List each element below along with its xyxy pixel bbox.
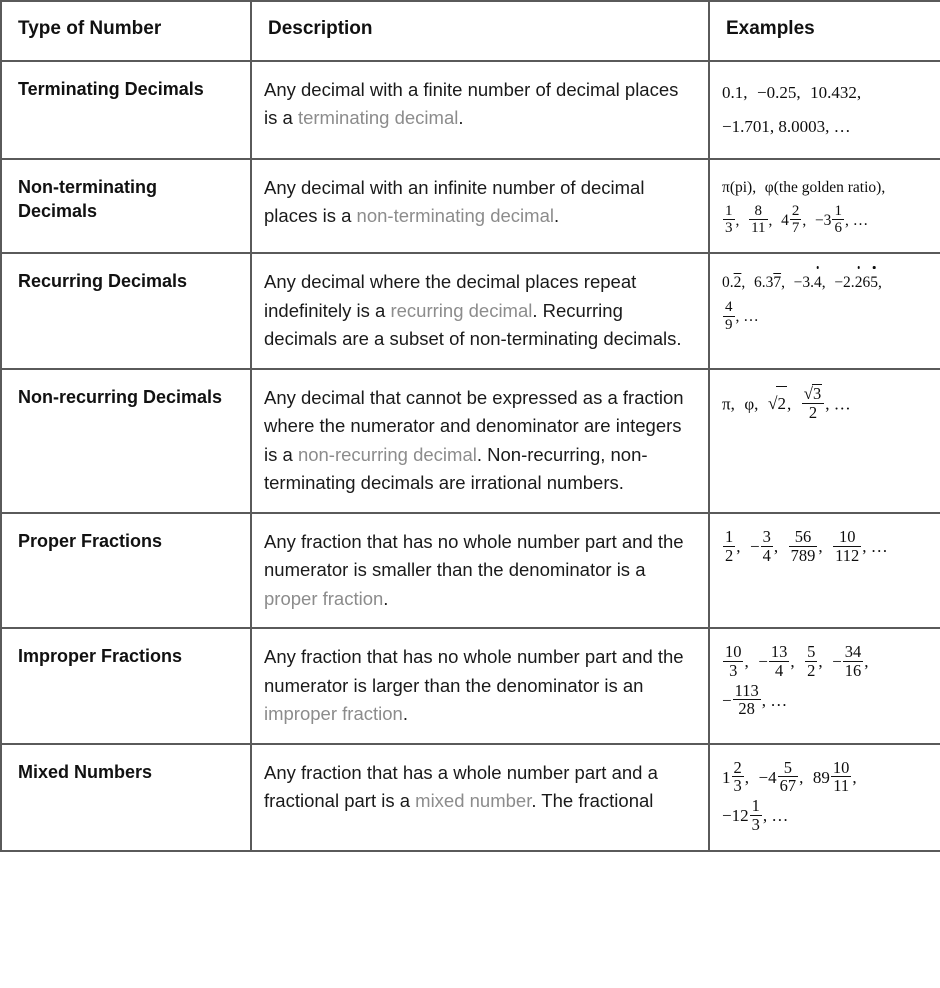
row-type-label: Non-recurring Decimals <box>1 369 251 513</box>
column-header-description: Description <box>251 1 709 61</box>
row-type-label: Mixed Numbers <box>1 744 251 851</box>
row-description <box>251 369 709 513</box>
description-text: Any decimal that cannot be expressed as a fraction where the numerator and denominator are integers is a <box>264 386 684 465</box>
row-examples <box>709 253 940 368</box>
examples-line: − $\frac{113}{28}$ , … <box>722 680 789 719</box>
table-row <box>1 628 940 743</box>
fraction: $\frac{4}{9}$ <box>725 299 733 333</box>
recurring-dot: 5 <box>870 268 878 297</box>
header-row <box>1 1 940 61</box>
description-text: Any decimal with a finite number of decimal places is a <box>264 79 679 129</box>
examples-line: $\frac{1}{2}$ , − $\frac{3}{4}$ , $\frac{56}{789}$ , $\frac{10}{112}$ , … <box>725 526 890 565</box>
table-row <box>1 513 940 628</box>
row-examples <box>709 744 940 851</box>
description-text-tail: . Non-recurring, non-terminating decimals are irrational numbers. <box>264 443 648 494</box>
fraction: $\frac{56}{789}$ <box>790 526 816 565</box>
table-row <box>1 159 940 253</box>
description-text-tail: . Recurring decimals are a subset of non-terminating decimals. <box>264 299 682 350</box>
row-description <box>251 744 709 851</box>
description-text: Any fraction that has no whole number part and the numerator is smaller than the denominator is a <box>264 530 684 581</box>
fraction: $\frac{34}{16}$ <box>844 642 862 680</box>
row-type-label: Improper Fractions <box>1 628 251 743</box>
fraction: $\frac{1}{3}$ <box>725 203 733 237</box>
row-description <box>251 513 709 628</box>
mixed-number: 1 $\frac{2}{3}$ <box>722 757 742 796</box>
description-key-term: proper fraction <box>264 587 384 609</box>
examples-line: −12 $\frac{1}{3}$ , … <box>722 796 791 834</box>
description-text: Any fraction that has no whole number part and the numerator is larger than the denominator is an <box>264 646 684 696</box>
description-text: Any fraction that has a whole number part and a fractional part is a <box>264 761 658 812</box>
examples-line: π, φ, √2, $\frac{√3}{2}$ , … <box>722 383 853 422</box>
examples-line: $\frac{10}{3}$ , − $\frac{13}{4}$ , $\frac{5}{2}$ , − $\frac{34}{16}$ , <box>725 642 869 680</box>
examples-line: 1 $\frac{2}{3}$ , −4 $\frac{5}{67}$ , 89 $\frac{10}{11}$ , <box>722 757 857 796</box>
description-key-term: recurring decimal <box>390 299 533 321</box>
column-header-examples: Examples <box>709 1 940 61</box>
mixed-number: −3 $\frac{1}{6}$ <box>814 203 842 237</box>
recurring-dot: 2 <box>855 268 863 297</box>
mixed-number: −12 $\frac{1}{3}$ <box>722 796 760 834</box>
mixed-number: 89 $\frac{10}{11}$ <box>812 757 850 796</box>
row-description <box>251 61 709 159</box>
description-key-term: improper fraction <box>264 703 403 725</box>
description-text-tail: . <box>553 205 560 227</box>
recurring-overline: 2 <box>733 274 742 292</box>
description-text-tail: . <box>402 703 408 725</box>
fraction: $\frac{3}{4}$ <box>762 526 771 565</box>
fraction: $\frac{5}{2}$ <box>807 642 816 680</box>
description-key-term: terminating decimal <box>297 107 459 129</box>
fraction: $\frac{√3}{2}$ <box>802 384 824 422</box>
row-description <box>251 253 709 368</box>
fraction: $\frac{10}{112}$ <box>835 526 860 565</box>
examples-line: $\frac{1}{3}$ , $\frac{8}{11}$ , 4 $\frac{2}{7}$ , −3 $\frac{1}{6}$ , … <box>725 203 870 237</box>
description-key-term: non-recurring decimal <box>297 443 477 465</box>
row-examples <box>709 628 940 743</box>
row-type-label: Non-terminating Decimals <box>1 159 251 253</box>
mixed-number: −4 $\frac{5}{67}$ <box>758 757 797 796</box>
row-description <box>251 628 709 743</box>
examples-line: 0.1, −0.25, 10.432, <box>722 83 862 102</box>
fraction: $\frac{113}{28}$ <box>734 680 759 719</box>
examples-line: $\frac{4}{9}$ , … <box>725 299 761 333</box>
description-key-term: non-terminating decimal <box>356 205 554 227</box>
column-header-type: Type of Number <box>1 1 251 61</box>
mixed-number: 4 $\frac{2}{7}$ <box>781 203 800 237</box>
square-root: √2 <box>768 386 787 422</box>
description-text-tail: . <box>383 587 389 609</box>
table-row <box>1 253 940 368</box>
row-examples <box>709 159 940 253</box>
recurring-dot: 4 <box>814 268 822 297</box>
recurring-overline: 7 <box>773 274 782 292</box>
table-row <box>1 744 940 851</box>
table-header <box>1 1 940 61</box>
examples-line: π(pi), φ(the golden ratio), <box>722 179 886 196</box>
row-examples <box>709 513 940 628</box>
table-body <box>1 61 940 851</box>
table-row <box>1 61 940 159</box>
description-text-tail: . The fractional <box>531 790 654 812</box>
row-examples <box>709 369 940 513</box>
fraction: $\frac{13}{4}$ <box>770 642 788 680</box>
fraction: $\frac{8}{11}$ <box>751 203 766 237</box>
description-text-tail: . <box>458 107 464 129</box>
row-type-label: Recurring Decimals <box>1 253 251 368</box>
row-description <box>251 159 709 253</box>
examples-line: 0.2, 6.37, −3.4, −2.265, <box>722 268 932 297</box>
table-row <box>1 369 940 513</box>
description-text: Any decimal with an infinite number of decimal places is a <box>264 177 645 227</box>
fraction: $\frac{10}{3}$ <box>725 642 742 680</box>
row-type-label: Proper Fractions <box>1 513 251 628</box>
row-type-label: Terminating Decimals <box>1 61 251 159</box>
description-text: Any decimal where the decimal places repeat indefinitely is a <box>264 271 637 321</box>
fraction: $\frac{1}{2}$ <box>725 526 734 565</box>
description-key-term: mixed number <box>415 790 532 812</box>
row-examples <box>709 61 940 159</box>
examples-line: −1.701, 8.0003, … <box>722 117 853 136</box>
